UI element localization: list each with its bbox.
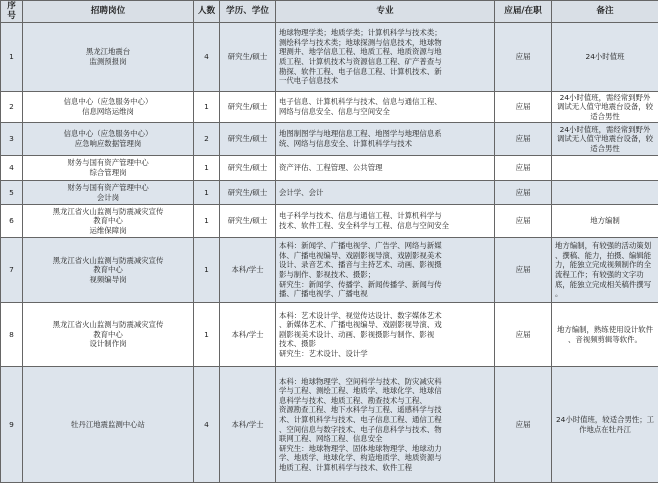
row-note: [552, 181, 659, 205]
row-major: 地图制图学与地理信息工程、地图学与地理信息系 统、网络与信息安全、计算机科学与技术: [276, 123, 495, 156]
row-status: 应届: [495, 181, 552, 205]
row-education: 研究生/硕士: [220, 181, 276, 205]
row-education: 研究生/硕士: [220, 156, 276, 181]
row-count: 1: [194, 238, 220, 303]
table-row: [1, 156, 659, 181]
row-note: 地方编制，熟练使用设计软件 、音视频剪辑等软件。: [552, 303, 659, 367]
row-position: 黑龙江地震台 监测预报岗: [23, 23, 194, 92]
header-major: 专业: [276, 1, 495, 23]
header-note: 备注: [552, 1, 659, 23]
table-row: [1, 303, 659, 367]
row-count: 1: [194, 156, 220, 181]
table-row: [1, 92, 659, 123]
row-status: 应届: [495, 156, 552, 181]
row-count: 1: [194, 205, 220, 238]
row-position: 信息中心（应急服务中心） 应急响应数据管理岗: [23, 123, 194, 156]
table-row: [1, 238, 659, 303]
row-note: 地方编制，有较强的活动策划 、撰稿、能力，拍摄、编辑能 力，能独立完成视频制作的全 流程工作；有较强的文字功 底，能独立完成相关稿件撰写 。: [552, 238, 659, 303]
row-status: 应届: [495, 123, 552, 156]
row-major: 本科：地球物理学、空间科学与技术、防灾减灾科 学与工程、测绘工程、地质学、地球化学、地球信 息科学与技术、地质工程、勘查技术与工程、 资源勘查工程、地下水科学与工程、遥感科学与技 术、计算机科学与技术、电子信息工程、通信工程 、空间信息与数字技术、电子信息科学与技术、物 联网工程、网络工程、信息安全 研究生：地球物理学、固体地球物理学、地球动力 学、地质学、地球化学、构造地质学、地质资源与 地质工程、计算机科学与技术、软件工程: [276, 367, 495, 483]
row-status: 应届: [495, 303, 552, 367]
row-no: 5: [1, 181, 23, 205]
row-count: 2: [194, 123, 220, 156]
header-education: 学历、学位: [220, 1, 276, 23]
row-count: 1: [194, 181, 220, 205]
row-no: 7: [1, 238, 23, 303]
header-status: 应届/在职: [495, 1, 552, 23]
row-count: 1: [194, 303, 220, 367]
row-education: 研究生/硕士: [220, 23, 276, 92]
table-row: [1, 123, 659, 156]
row-note: 24小时值班: [552, 23, 659, 92]
row-position: 黑龙江省火山监测与防震减灾宣传 教育中心 运维保障岗: [23, 205, 194, 238]
row-major: 地球物理学类；地质学类；计算机科学与技术类； 测绘科学与技术类；地球探测与信息技术，地球物 理测井、地学信息工程、地质工程、地质资源与地 质工程、计算机技术与资源信息工程、矿产普查与 勘探、软件工程、电子信息工程、计算机技术、新 一代电子信息技术: [276, 23, 495, 92]
row-status: 应届: [495, 23, 552, 92]
row-no: 9: [1, 367, 23, 483]
row-no: 3: [1, 123, 23, 156]
row-note: [552, 156, 659, 181]
row-status: 应届: [495, 367, 552, 483]
row-major: 电子信息、计算机科学与技术、信息与通信工程、 网络与信息安全、信息与空间安全: [276, 92, 495, 123]
row-major: 本科：艺术设计学、视觉传达设计、数字媒体艺术 、新媒体艺术、广播电视编导、戏剧影视导演、戏 剧影视美术设计、动画、影视摄影与制作、影视 技术、摄影 研究生：艺术设计、设计学: [276, 303, 495, 367]
table-row: [1, 367, 659, 483]
row-position: 财务与国有资产管理中心 综合管理岗: [23, 156, 194, 181]
row-note: 24小时值班，较适合男性；工 作地点在牡丹江: [552, 367, 659, 483]
row-no: 1: [1, 23, 23, 92]
row-status: 应届: [495, 92, 552, 123]
row-status: 应届: [495, 205, 552, 238]
table-row: [1, 181, 659, 205]
table-row: [1, 23, 659, 92]
header-row: [1, 1, 659, 23]
header-no: 序号: [1, 1, 23, 23]
row-note: 24小时值班，需经常到野外 调试无人值守地震台设备，较 适合男性: [552, 123, 659, 156]
row-major: 会计学、会计: [276, 181, 495, 205]
row-position: 黑龙江省火山监测与防震减灾宣传 教育中心 设计制作岗: [23, 303, 194, 367]
row-status: 应届: [495, 238, 552, 303]
row-position: 信息中心（应急服务中心） 信息网络运维岗: [23, 92, 194, 123]
row-education: 本科/学士: [220, 367, 276, 483]
row-no: 4: [1, 156, 23, 181]
row-education: 本科/学士: [220, 303, 276, 367]
row-education: 研究生/硕士: [220, 123, 276, 156]
row-count: 1: [194, 92, 220, 123]
row-major: 电子科学与技术、信息与通信工程、计算机科学与 技术、软件工程、安全科学与工程、信息与空间安全: [276, 205, 495, 238]
row-major: 资产评估、工程管理、公共管理: [276, 156, 495, 181]
row-position: 财务与国有资产管理中心 会计岗: [23, 181, 194, 205]
row-education: 研究生/硕士: [220, 92, 276, 123]
row-no: 6: [1, 205, 23, 238]
row-count: 4: [194, 367, 220, 483]
row-education: 研究生/硕士: [220, 205, 276, 238]
row-no: 8: [1, 303, 23, 367]
row-major: 本科：新闻学、广播电视学、广告学、网络与新媒 体、广播电视编导、戏剧影视导演、戏剧影视美术 设计、录音艺术、播音与主持艺术、动画、影视摄 影与制作、影视技术、摄影； 研究生：新闻学、传播学、新闻传播学、新闻与传 播、广播电视学、广播电视: [276, 238, 495, 303]
row-education: 本科/学士: [220, 238, 276, 303]
row-note: 24小时值班，需经常到野外 调试无人值守地震台设备，较 适合男性: [552, 92, 659, 123]
row-note: 地方编制: [552, 205, 659, 238]
table-row: [1, 205, 659, 238]
row-position: 黑龙江省火山监测与防震减灾宣传 教育中心 视频编导岗: [23, 238, 194, 303]
row-count: 4: [194, 23, 220, 92]
header-count: 人数: [194, 1, 220, 23]
row-position: 牡丹江地震监测中心站: [23, 367, 194, 483]
header-position: 招聘岗位: [23, 1, 194, 23]
row-no: 2: [1, 92, 23, 123]
